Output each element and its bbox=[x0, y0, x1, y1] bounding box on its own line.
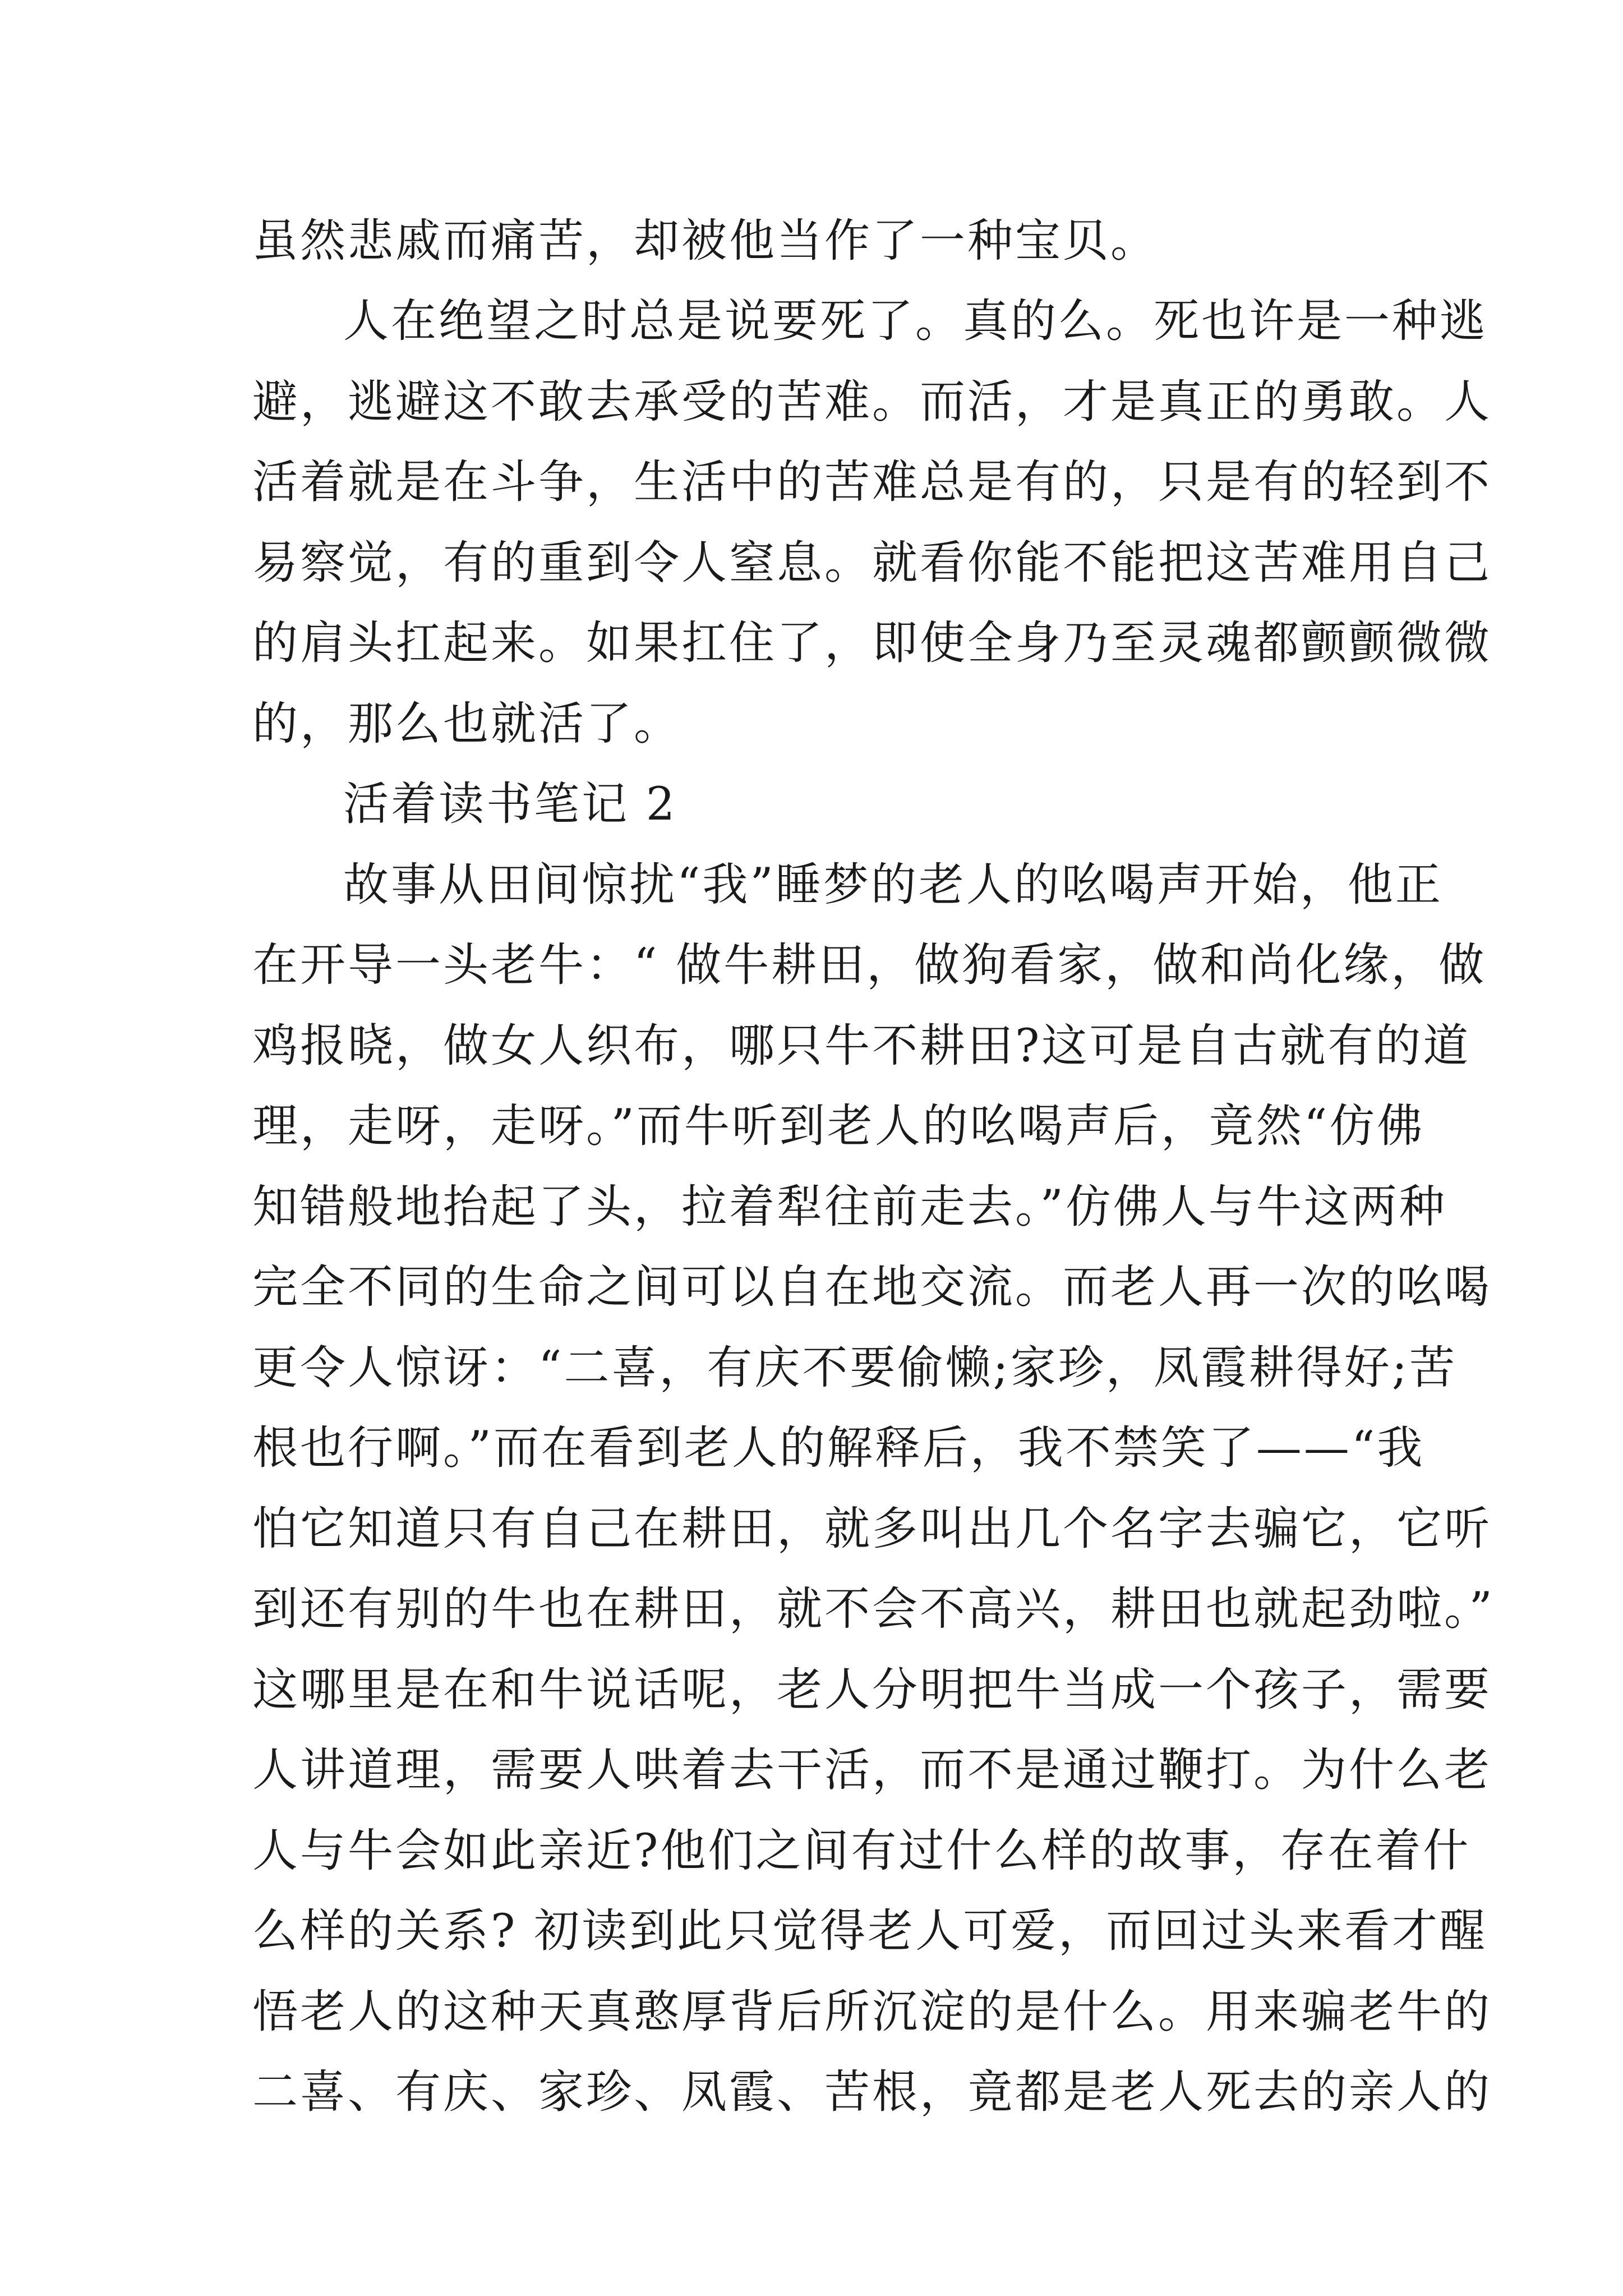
text-line: 活着就是在斗争，生活中的苦难总是有的，只是有的轻到不 bbox=[252, 456, 1492, 509]
text-line: 到还有别的牛也在耕田，就不会不高兴，耕田也就起劲啦。” bbox=[252, 1583, 1495, 1636]
text-line: 根也行啊。”而在看到老人的解释后，我不禁笑了——“我 bbox=[252, 1422, 1425, 1475]
text-line: 么样的关系? 初读到此只觉得老人可爱，而回过头来看才醒 bbox=[252, 1905, 1488, 1958]
text-line: 的肩头扛起来。如果扛住了，即使全身乃至灵魂都颤颤微微 bbox=[252, 617, 1492, 670]
text-line: 易察觉，有的重到令人窒息。就看你能不能把这苦难用自己 bbox=[252, 537, 1492, 590]
section-heading: 活着读书笔记 2 bbox=[343, 778, 677, 831]
text-line: 人讲道理，需要人哄着去干活，而不是通过鞭打。为什么老 bbox=[252, 1744, 1492, 1797]
text-line: 虽然悲戚而痛苦，却被他当作了一种宝贝。 bbox=[252, 215, 1159, 268]
text-line: 更令人惊讶：“二喜，有庆不要偷懒;家珍，凤霞耕得好;苦 bbox=[252, 1342, 1457, 1395]
text-line: 故事从田间惊扰“我”睡梦的老人的吆喝声开始，他正 bbox=[343, 859, 1443, 912]
text-line: 悟老人的这种天真憨厚背后所沉淀的是什么。用来骗老牛的 bbox=[252, 1986, 1492, 2039]
text-line: 的，那么也就活了。 bbox=[252, 698, 682, 751]
text-line: 人与牛会如此亲近?他们之间有过什么样的故事，存在着什 bbox=[252, 1825, 1471, 1878]
text-line: 完全不同的生命之间可以自在地交流。而老人再一次的吆喝 bbox=[252, 1261, 1492, 1314]
text-line: 在开导一头老牛：“ 做牛耕田，做狗看家，做和尚化缘，做 bbox=[252, 939, 1487, 992]
text-line: 鸡报晓，做女人织布，哪只牛不耕田?这可是自古就有的道 bbox=[252, 1020, 1471, 1073]
text-line: 人在绝望之时总是说要死了。真的么。死也许是一种逃 bbox=[343, 295, 1488, 348]
text-line: 二喜、有庆、家珍、凤霞、苦根，竟都是老人死去的亲人的 bbox=[252, 2066, 1492, 2119]
text-line: 怕它知道只有自己在耕田，就多叫出几个名字去骗它，它听 bbox=[252, 1503, 1492, 1556]
text-line: 避，逃避这不敢去承受的苦难。而活，才是真正的勇敢。人 bbox=[252, 376, 1492, 429]
text-line: 这哪里是在和牛说话呢，老人分明把牛当成一个孩子，需要 bbox=[252, 1664, 1492, 1717]
text-line: 理，走呀，走呀。”而牛听到老人的吆喝声后，竟然“仿佛 bbox=[252, 1100, 1425, 1153]
text-line: 知错般地抬起了头，拉着犁往前走去。”仿佛人与牛这两种 bbox=[252, 1181, 1447, 1234]
